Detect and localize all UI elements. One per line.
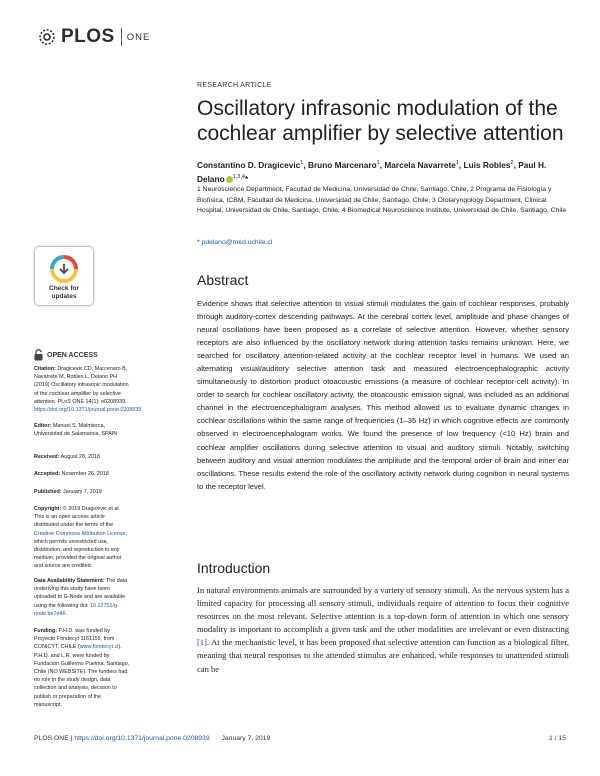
copyright-text: © 2019 Dragicevic et al. This is an open access article distributed under the terms of the — [34, 506, 121, 529]
affiliation-ref: 2 — [510, 160, 514, 166]
plos-logo — [36, 26, 150, 48]
footer-date: January 7, 2019 — [221, 735, 271, 742]
funding-link[interactable]: www.fondecyt.cl — [79, 644, 119, 651]
page-number: 1 / 15 — [548, 735, 566, 742]
footer-journal: PLOS ONE — [34, 735, 69, 742]
affiliation-ref: 1,3,4 — [232, 173, 245, 180]
affiliation-ref: 1 — [376, 160, 380, 166]
check-for-updates-icon — [50, 255, 78, 283]
open-lock-icon — [34, 349, 43, 361]
published-block — [34, 488, 130, 496]
affiliation-ref: 1 — [300, 160, 304, 166]
funding-text: P.H.D. was funded by Proyecto Fondecyt 1161155, from CONICYT, CHILE ( — [34, 628, 115, 651]
published-date: January 7, 2019 — [61, 489, 102, 495]
author-name[interactable]: , Paul H. Delano — [197, 159, 547, 184]
abstract-heading: Abstract — [197, 272, 249, 288]
data-availability-label: Data Availability Statement: — [34, 578, 105, 584]
orcid-icon[interactable] — [226, 176, 233, 183]
page-footer — [34, 735, 566, 742]
introduction-heading: Introduction — [197, 560, 271, 576]
author-name[interactable]: , Luis Robles — [458, 159, 511, 170]
email-marker: * — [197, 239, 202, 246]
check-for-label: Check for — [49, 285, 79, 292]
citation-block — [34, 365, 142, 414]
editor-block — [34, 422, 130, 438]
open-access-label: OPEN ACCESS — [47, 351, 98, 359]
accepted-label: Accepted: — [34, 471, 61, 477]
abstract-body: Evidence shows that selective attention to visual stimuli modulates the gain of cochlear responses, probably through auditory-cortex descending pathways. At the cerebral cortex level, amplitude and phase changes of neural oscillations have been proposed as a correlate of selective attention. However, whether sensory receptors are also influenced by the oscillatory network during attention tasks remains unknown. Here, we searched for oscillatory attention-related activity at the cochlear receptor level in humans. We used an alternating visual/auditory selective attention task and measured electroencephalographic activity simultaneously to distortion product otoacoustic emissions (a measure of cochlear receptor-cell activity). In order to search for cochlear oscillatory activity, the otoacoustic emission signal, was included as an additional channel in the electroencephalogram analyses. This method allowed us to evaluate dynamic changes in cochlear oscillations within the same range of frequencies (1–35 Hz) in which cognitive effects are commonly observed in electroencephalogram works. We found the presence of low frequency (<10 Hz) brain and cochlear amplifier oscillations during selective attention to visual and auditory stimuli. Notably, switching between auditory and visual attention modulates the amplitude and the temporal order of brain and inner ear oscillations. These results extend the role of the oscillatory activity network during cognition in neural systems to the receptor level. — [197, 299, 569, 491]
copyright-text-cont: , which permits unrestricted use, distribution, and reproduction in any medium, provided the original author and source are credited. — [34, 530, 128, 570]
funding-text-cont: ). P.H.D. and L.R. were funded by Fundación Guillermo Puelma, Santiago, Chile (NO WEBSITE). The funders had no role in the study design, data collection and analysis, decision to publish or preparation of the manuscript. — [34, 644, 130, 708]
citation-doi-link[interactable]: https://doi.org/10.1371/journal.pone.0208939 — [34, 407, 142, 414]
affiliation-ref: 1 — [455, 160, 459, 166]
accepted-date: November 26, 2018 — [60, 471, 109, 477]
plos-logo-icon — [36, 26, 58, 48]
copyright-block — [34, 505, 130, 571]
copyright-label: Copyright: — [34, 506, 62, 512]
introduction-text: In natural environments animals are surrounded by a variety of sensory stimuli. As the nervous system has a limited capacity for processing all sensory stimuli, individuals require of attention to focus their cognitive resources on the most relevant. Selective attention is a top-down form of attention in which one sensory modality is important to accomplish a given task and the other modalities are irrelevant or even distracting — [197, 585, 569, 635]
accepted-block — [34, 470, 130, 478]
editor-label: Editor: — [34, 423, 52, 429]
funding-label: Funding: — [34, 628, 58, 634]
email-link[interactable]: pdelano@med.uchile.cl — [201, 239, 273, 246]
data-availability-block — [34, 577, 130, 618]
author-name[interactable]: Constantino D. Dragicevic — [197, 159, 301, 170]
updates-label: updates — [51, 293, 77, 300]
received-date: August 28, 2018 — [59, 454, 100, 460]
received-label: Received: — [34, 454, 60, 460]
data-availability-text: The data underlying this study have been uploaded to G-Node and are available using the following doi: — [34, 578, 128, 609]
footer-doi-link[interactable]: https://doi.org/10.1371/journal.pone.0208939 — [74, 735, 210, 742]
brand-name: PLOS — [61, 26, 115, 47]
citation-label: Citation: — [34, 366, 56, 372]
reference-link[interactable]: [1] — [197, 637, 207, 648]
editor-text: Manuel S. Malmierca, Universidad de Salamanca, SPAIN — [34, 423, 118, 438]
received-block — [34, 453, 130, 461]
author-name[interactable]: , Marcela Navarrete — [379, 159, 456, 170]
footer-separator: | — [68, 735, 75, 742]
check-for-updates-badge[interactable] — [34, 246, 94, 306]
published-label: Published: — [34, 489, 62, 495]
logo-divider — [121, 28, 122, 46]
author-list — [197, 157, 567, 185]
article-title: Oscillatory infrasonic modulation of the cochlear amplifier by selective attention — [197, 97, 564, 145]
data-availability-end: . — [65, 610, 67, 617]
license-link[interactable]: Creative Commons Attribution License — [34, 530, 126, 537]
journal-name: ONE — [126, 31, 151, 43]
author-name[interactable]: , Bruno Marcenaro — [303, 159, 377, 170]
article-type: RESEARCH ARTICLE — [197, 82, 272, 89]
corresponding-marker: * — [244, 173, 249, 184]
affiliations: 1 Neuroscience Department, Facultad de Medicina, Universidad de Chile, Santiago, Chile, 2 Programa de Fisiología y Biofísica, ICBM, Facultad de Medicina, Universidad de Chile, Santiago, Chile, 3 Otolaryngology Department, Clinical Hospital, Universidad de Chile, Santiago, Chile, 4 Biomedical Neuroscience Institute, Universidad de Chile, Santiago, Chile — [197, 186, 567, 214]
introduction-text-cont: . At the mechanistic level, it has been proposed that selective attention can function as a biological filter, meaning that neural responses to the attended stimulus are enhanced, while responses to unattended stimuli can be — [197, 637, 569, 674]
citation-text: Dragicevic CD, Marcenaro B, Navarrete M, Robles L, Delano PH (2019) Oscillatory infrasonic modulation of the cochlear amplifier by selective attention. PLoS ONE 14(1): e0208939. — [34, 366, 129, 405]
funding-block — [34, 627, 130, 709]
open-access-badge — [34, 349, 98, 361]
corresponding-email — [197, 239, 272, 246]
data-doi-link[interactable]: 10.12751/g-node.be7e46 — [34, 602, 119, 617]
introduction-body — [197, 584, 569, 676]
